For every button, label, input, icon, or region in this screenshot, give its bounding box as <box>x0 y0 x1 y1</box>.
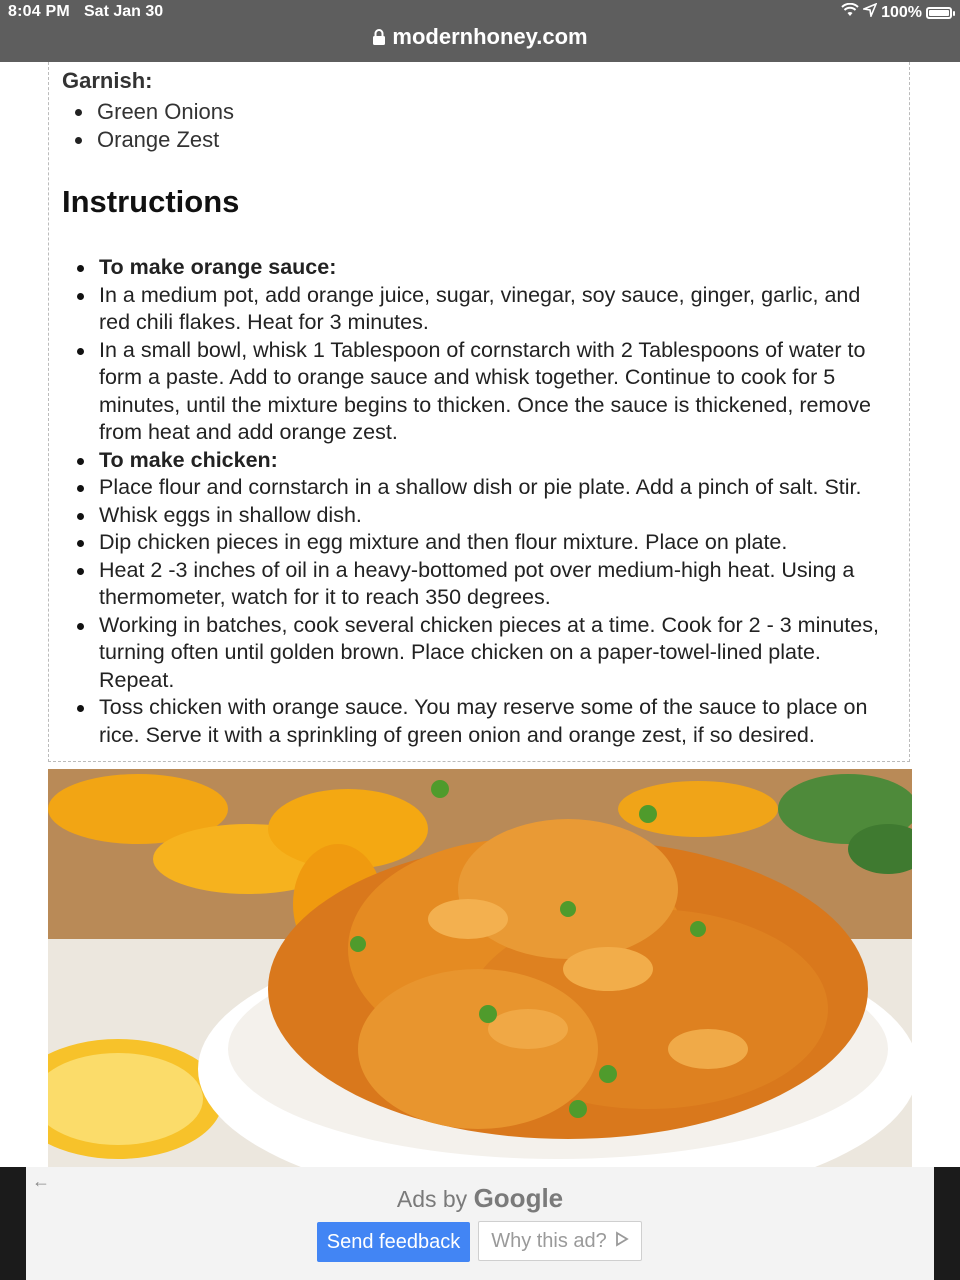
recipe-card <box>48 62 910 762</box>
adchoices-icon <box>615 1230 629 1253</box>
instruction-step: Dip chicken pieces in egg mixture and then flour mixture. Place on plate. <box>61 529 896 557</box>
garnish-heading: Garnish: <box>62 68 153 93</box>
status-date: Sat Jan 30 <box>84 3 164 20</box>
send-feedback-button[interactable]: Send feedback <box>317 1222 470 1262</box>
garnish-item: Green Onions <box>61 98 234 126</box>
instruction-step: Whisk eggs in shallow dish. <box>61 502 896 530</box>
battery-percent: 100% <box>881 3 922 21</box>
why-this-ad-label: Why this ad? <box>491 1229 607 1252</box>
location-arrow-icon <box>863 3 877 22</box>
garnish-list <box>61 98 234 154</box>
instruction-step: Working in batches, cook several chicken pieces at a time. Cook for 2 - 3 minutes, turning often until golden brown. Place chicken on a paper-towel-lined plate. Repeat. <box>61 612 896 695</box>
battery-icon <box>926 7 952 19</box>
instruction-step: Place flour and cornstarch in a shallow dish or pie plate. Add a pinch of salt. Stir. <box>61 474 896 502</box>
instruction-step: Heat 2 -3 inches of oil in a heavy-bottomed pot over medium-high heat. Using a thermometer, watch for it to reach 350 degrees. <box>61 557 896 612</box>
wifi-icon <box>841 3 859 22</box>
ad-footer <box>0 1167 960 1280</box>
address-bar[interactable] <box>0 24 960 52</box>
food-illustration <box>48 769 912 1167</box>
browser-top-bar <box>0 0 960 62</box>
status-icons <box>841 3 952 22</box>
battery-fill <box>929 10 949 16</box>
instructions-heading: Instructions <box>62 184 240 219</box>
ad-panel <box>26 1167 934 1280</box>
instructions-list <box>61 254 896 749</box>
back-arrow-icon[interactable]: ← <box>32 1171 50 1191</box>
status-time: 8:04 PM <box>8 3 70 20</box>
instruction-step: To make chicken: <box>61 447 896 475</box>
instruction-step: To make orange sauce: <box>61 254 896 282</box>
orange-chicken-photo <box>48 769 912 1167</box>
instruction-step: In a medium pot, add orange juice, sugar, vinegar, soy sauce, ginger, garlic, and red chili flakes. Heat for 3 minutes. <box>61 282 896 337</box>
url-text: modernhoney.com <box>392 24 588 49</box>
google-logo: Google <box>473 1183 564 1213</box>
instruction-step: Toss chicken with orange sauce. You may reserve some of the sauce to place on rice. Serve it with a sprinkling of green onion and orange zest, if so desired. <box>61 694 896 749</box>
ads-by-google <box>26 1183 934 1214</box>
lock-icon <box>372 26 386 52</box>
instruction-step: In a small bowl, whisk 1 Tablespoon of cornstarch with 2 Tablespoons of water to form a paste. Add to orange sauce and whisk together. Continue to cook for 5 minutes, until the mixture begins to thicken. Once the sauce is thickened, remove from heat and add orange zest. <box>61 337 896 447</box>
why-this-ad-button[interactable] <box>478 1221 642 1261</box>
ads-by-label: Ads by <box>396 1186 468 1212</box>
garnish-item: Orange Zest <box>61 126 234 154</box>
